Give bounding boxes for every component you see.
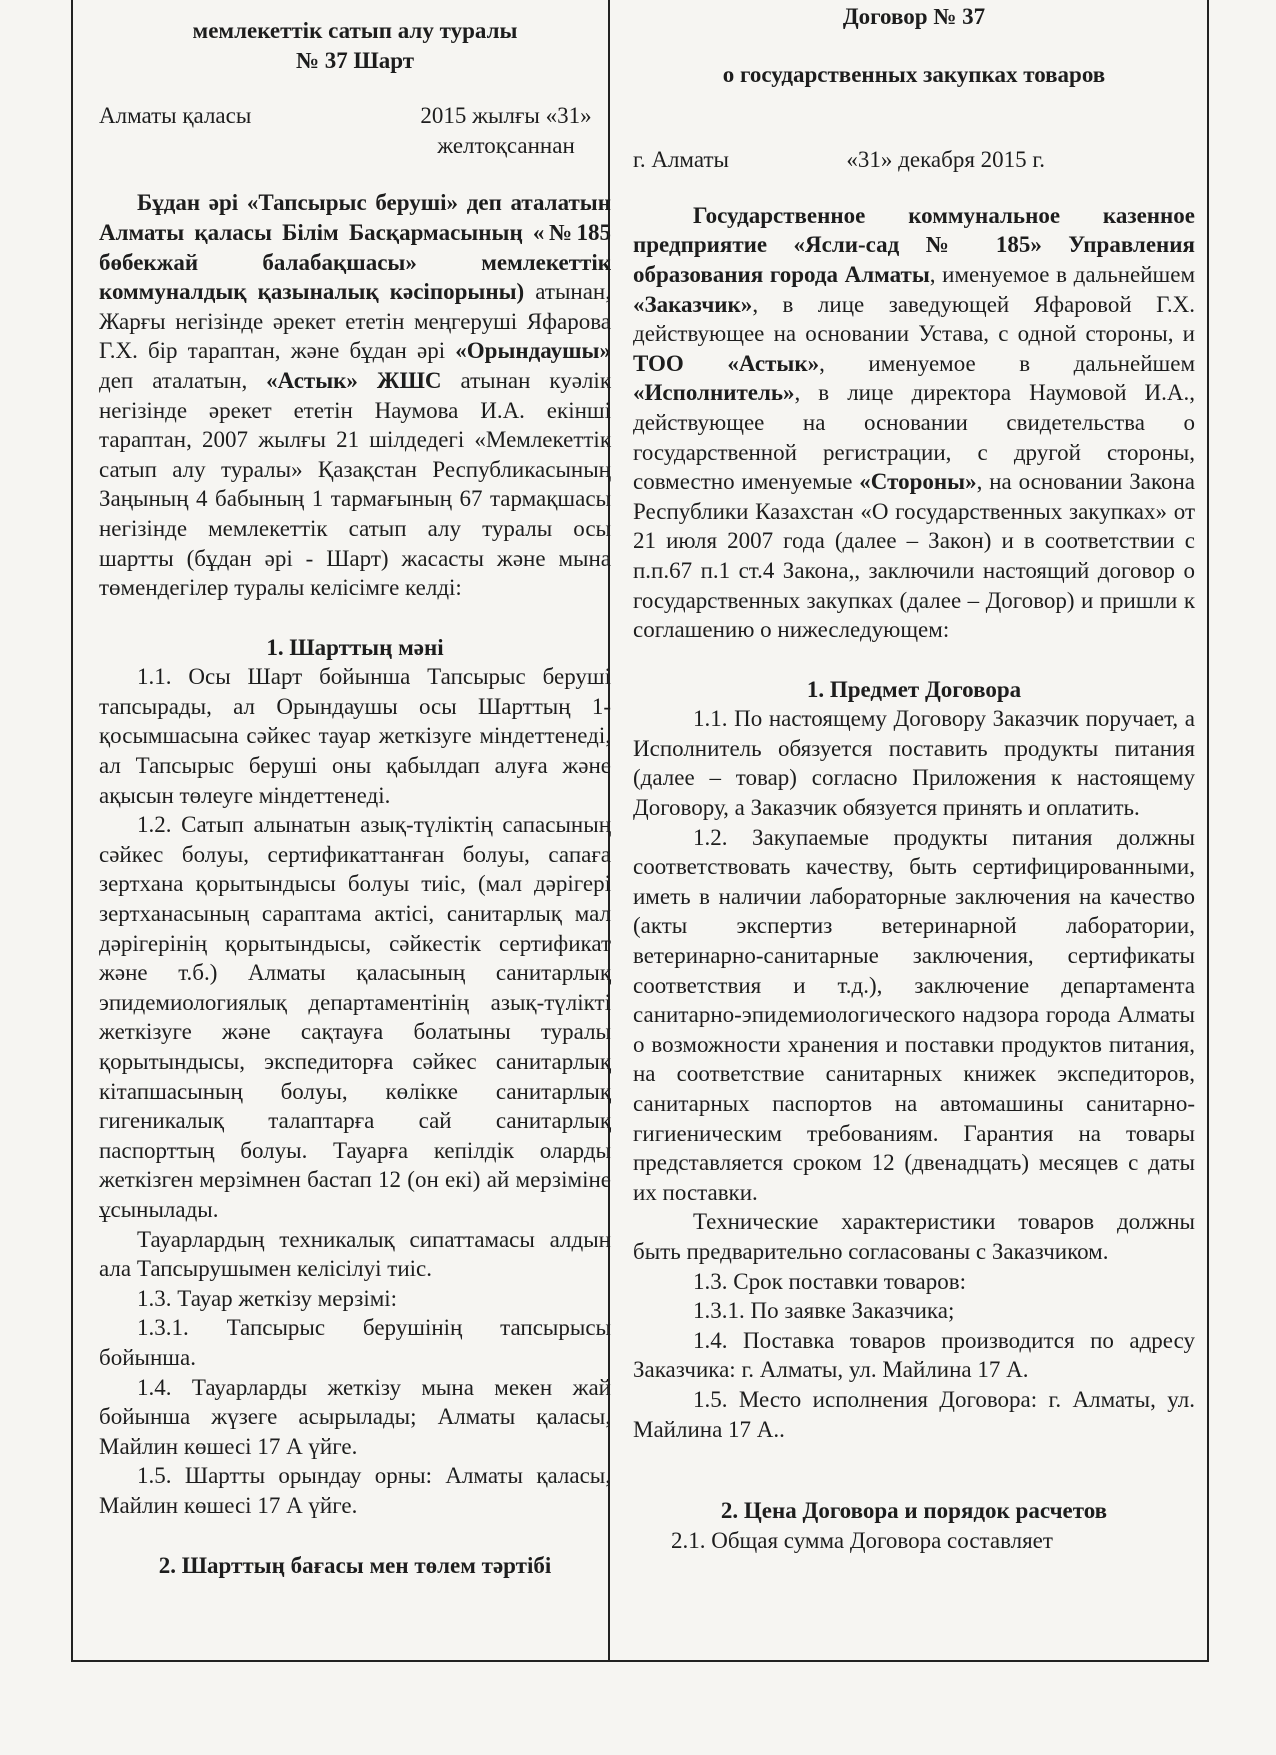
ru-title: Договор № 37: [842, 4, 986, 29]
kz-intro: Бұдан әрі «Тапсырыс беруші» деп аталатын Алматы қаласы Білім Басқармасының «№185 бөбекжай балабақшасы» мемлекеттік коммуналдық қазыналық кәсіпорыны) атынан, Жарғы негізінде әрекет ететін меңгеруші Яфарова Г.Х. бір тараптан, және бұдан әрі «Орындаушы» деп аталатын, «Астык» ЖШС атынан куәлік негізінде әрекет ететін Наумова И.А. екінші тараптан, 2007 жылғы 21 шілдедегі «Мемлекеттік сатып алу туралы» Қазақстан Республикасының Заңының 4 бабының 1 тармағының 67 тармақшасы негізінде мемлекеттік сатып алу туралы осы шартты (бұдан әрі - Шарт) жасасты және мына төмендегілер туралы келісімге келді:: [99, 190, 611, 601]
ru-clause-1-1: 1.1. По настоящему Договору Заказчик поручает, а Исполнитель обязуется поставить продукты питания (далее – товар) согласно Приложения к настоящему Договору, а Заказчик обязуется принять и оплатить.: [633, 706, 1195, 821]
ru-city: г. Алматы: [633, 147, 729, 173]
kz-clause-1-3-1: 1.3.1. Тапсырыс берушінің тапсырысы бойынша.: [99, 1315, 611, 1370]
ru-subtitle: о государственных закупках товаров: [722, 61, 1106, 87]
kz-section-2-heading: 2. Шарттың бағасы мен төлем тәртібі: [158, 1552, 552, 1578]
kazakh-column: [99, 0, 611, 1580]
kz-clause-1-2: 1.2. Сатып алынатын азық-түліктің сапасының сәйкес болуы, сертификаттанған болуы, сапаға зертхана қорытындысы болуы тиіс, (мал дәрігері зертханасының сараптама актісі, санитарлық мал дәрігерінің қорытындысы, сәйкестік сертификат және т.б.) Алматы қаласының санитарлық эпидемиологиялық департаментінің азық-түлікті жеткізуге және сақтауға болатыны туралы қорытындысы, экспедиторға сәйкес санитарлық кітапшасының болуы, көлікке санитарлық гигеникалық талаптарға сай санитарлық паспорттың болуы. Тауарға кепілдік оларды жеткізген мерзімнен бастап 12 (он екі) ай мерзіміне ұсынылады.: [99, 812, 611, 1222]
kz-technical: Тауарлардың техникалық сипаттамасы алдын ала Тапсырушымен келісілуі тиіс.: [99, 1226, 611, 1282]
kz-clause-1-5: 1.5. Шартты орындау орны: Алматы қаласы, Майлин көшесі 17 А үйге.: [99, 1463, 611, 1518]
kz-title: мемлекеттік сатып алу туралы: [192, 18, 518, 43]
ru-intro: Государственное коммунальное казенное предприятие «Ясли-сад № 185» Управления образования города Алматы, именуемое в дальнейшем «Заказчик», в лице заведующей Яфаровой Г.Х. действующее на основании Устава, с одной стороны, и ТОО «Астык», именуемое в дальнейшем «Исполнитель», в лице директора Наумовой И.А., действующее на основании свидетельства о государственной регистрации, с другой стороны, совместно именуемые «Стороны», на основании Закона Республики Казахстан «О государственных закупках» от 21 июля 2007 года (далее – Закон) и в соответствии с п.п.67 п.1 ст.4 Закона,, заключили настоящий договор о государственных закупках (далее – Договор) и пришли к соглашению о нижеследующем:: [633, 202, 1195, 643]
ru-section-2-heading: 2. Цена Договора и порядок расчетов: [720, 1498, 1108, 1524]
ru-clause-1-5: 1.5. Место исполнения Договора: г. Алматы, ул. Майлина 17 А..: [633, 1386, 1195, 1442]
kz-clause-1-3: 1.3. Тауар жеткізу мерзімі:: [137, 1285, 398, 1311]
ru-section-1-heading: 1. Предмет Договора: [806, 676, 1022, 702]
ru-clause-1-3: 1.3. Срок поставки товаров:: [693, 1268, 967, 1294]
ru-place-date: [633, 145, 1195, 175]
kz-place-date: [99, 101, 611, 160]
kz-section-1-heading: 1. Шарттың мәні: [266, 634, 444, 660]
kz-clause-1-4: 1.4. Тауарларды жеткізу мына мекен жай бойынша жүзеге асырылады; Алматы қаласы, Майлин көшесі 17 А үйге.: [99, 1374, 611, 1459]
ru-date: «31» декабря 2015 г.: [846, 147, 1045, 173]
kz-number: № 37 Шарт: [295, 47, 415, 73]
ru-clause-1-3-1: 1.3.1. По заявке Заказчика;: [693, 1298, 955, 1324]
kz-clause-1-1: 1.1. Осы Шарт бойынша Тапсырыс беруші тапсырады, ал Орындаушы осы Шарттың 1-қосымшасына сәйкес тауар жеткізуге міндеттенеді, ал Тапсырыс беруші оны қабылдап алуға және ақысын төлеуге міндеттенеді.: [99, 664, 611, 808]
ru-clause-2-1: 2.1. Общая сумма Договора составляет: [671, 1527, 1053, 1553]
ru-technical: Технические характеристики товаров должны быть предварительно согласованы с Заказчиком.: [633, 1209, 1195, 1264]
russian-column: [633, 0, 1195, 1555]
ru-clause-1-4: 1.4. Поставка товаров производится по адресу Заказчика: г. Алматы, ул. Майлина 17 А.: [633, 1327, 1195, 1383]
kz-date: 2015 жылғы «31» желтоқсаннан: [420, 103, 592, 158]
kz-city: Алматы қаласы: [99, 103, 252, 129]
ru-clause-1-2: 1.2. Закупаемые продукты питания должны соответствовать качеству, быть сертифицированными, иметь в наличии лабораторные заключения на качество (акты экспертиз ветеринарной лаборатории, ветеринарно-санитарные заключения, сертификаты соответствия и т.д.), заключение департамента санитарно-эпидемиологического надзора города Алматы о возможности хранения и поставки продуктов питания, на соответствие санитарных книжек экспедиторов, санитарных паспортов на автомашины санитарно-гигиеническим требованиям. Гарантия на товары представляется сроком 12 (двенадцать) месяцев с даты их поставки.: [633, 824, 1195, 1205]
